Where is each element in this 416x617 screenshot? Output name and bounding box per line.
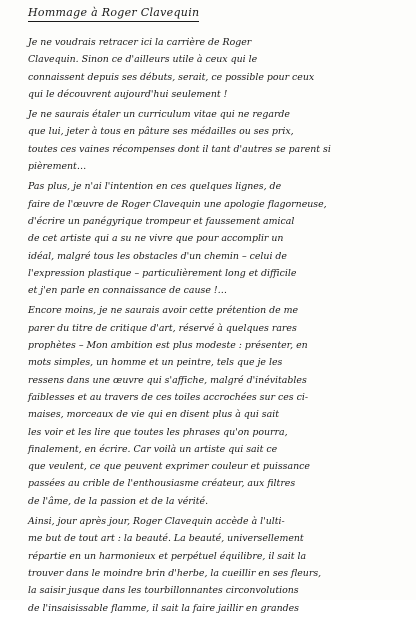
text-line: faiblesses et au travers de ces toiles accrochées sur ces ci- (28, 391, 309, 403)
text-line: Ainsi, jour après jour, Roger Clavequin accède à l'ulti- (28, 516, 285, 528)
paragraph-2 (14, 106, 406, 175)
text-line: l'expression plastique – particulièrement long et difficile (28, 267, 297, 279)
text-line: pièrement… (28, 161, 87, 173)
paragraph-5 (14, 513, 406, 617)
text-line: que veulent, ce que peuvent exprimer couleur et puissance (28, 461, 310, 473)
text-line: d'écrire un panégyrique trompeur et faussement amical (28, 215, 295, 227)
text-line: répartie en un harmonieux et perpétuel équilibre, il sait la (28, 550, 307, 562)
paragraph-4 (14, 302, 406, 510)
text-line: finalement, en écrire. Car voilà un artiste qui sait ce (28, 443, 278, 455)
text-line: trouver dans le moindre brin d'herbe, la cueillir en ses fleurs, (28, 567, 322, 579)
text-line: les voir et les lire que toutes les phrases qu'on pourra, (28, 426, 288, 438)
text-line: parer du titre de critique d'art, réservé à quelques rares (28, 322, 297, 334)
text-line: Pas plus, je n'ai l'intention en ces quelques lignes, de (28, 181, 282, 193)
text-line: Je ne saurais étaler un curriculum vitae qui ne regarde (28, 109, 290, 121)
text-line: passées au crible de l'enthousiasme créateur, aux filtres (28, 478, 296, 490)
text-line: prophètes – Mon ambition est plus modeste : présenter, en (28, 340, 308, 352)
text-line: de l'insaisissable flamme, il sait la faire jaillir en grandes (28, 602, 299, 614)
text-line: et j'en parle en connaissance de cause !… (28, 285, 227, 297)
text-line: que lui, jeter à tous en pâture ses médailles ou ses prix, (28, 126, 294, 138)
text-line: qui le découvrent aujourd'hui seulement ! (28, 88, 228, 100)
text-line: la saisir jusque dans les tourbillonnantes circonvolutions (28, 585, 299, 597)
text-line: Clavequin. Sinon ce d'ailleurs utile à ceux qui le (28, 54, 258, 66)
text-line: toutes ces vaines récompenses dont il tant d'autres se parent si (28, 143, 331, 155)
letter-title (28, 6, 406, 22)
text-line: Je ne voudrais retracer ici la carrière de Roger (28, 37, 252, 48)
letter-title-text: Hommage à Roger Clavequin (28, 6, 199, 22)
text-line: de cet artiste qui a su ne vivre que pour accomplir un (28, 233, 284, 245)
text-line: idéal, malgré tous les obstacles d'un chemin – celui de (28, 250, 287, 262)
letter-body (14, 34, 406, 617)
text-line: Encore moins, je ne saurais avoir cette prétention de me (28, 305, 299, 317)
text-line: maises, morceaux de vie qui en disent plus à qui sait (28, 409, 279, 421)
text-line: ressens dans une œuvre qui s'affiche, malgré d'inévitables (28, 374, 307, 386)
text-line: mots simples, un homme et un peintre, tels que je les (28, 357, 283, 369)
paragraph-1 (14, 34, 406, 103)
text-line: de l'âme, de la passion et de la vérité. (28, 495, 209, 507)
text-line: me but de tout art : la beauté. La beauté, universellement (28, 533, 304, 545)
paragraph-3 (14, 178, 406, 299)
text-line: connaissent depuis ses débuts, serait, ce possible pour ceux (28, 71, 315, 83)
text-line: faire de l'œuvre de Roger Clavequin une apologie flagorneuse, (28, 198, 327, 210)
